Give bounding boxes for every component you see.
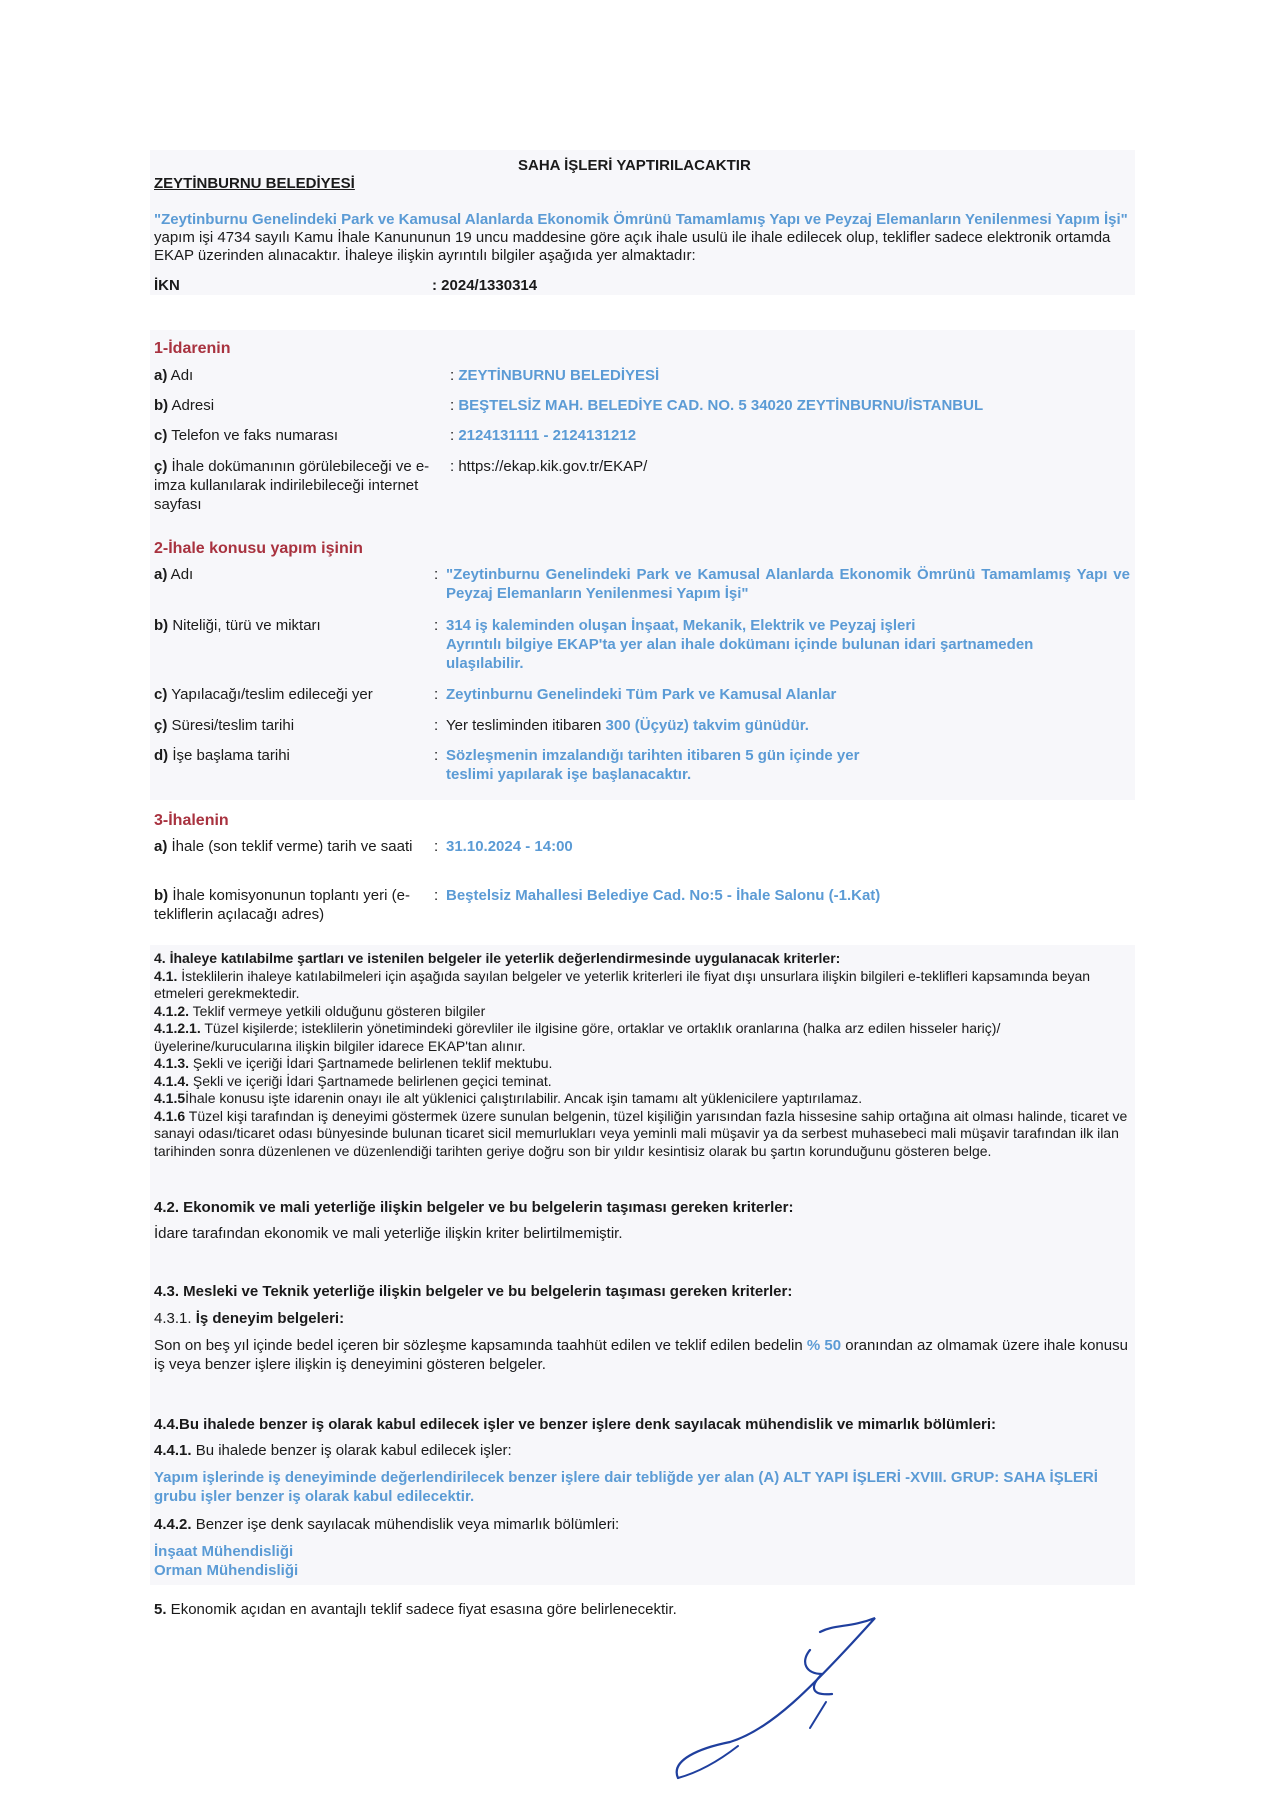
s4-item-4-1-6-text: Tüzel kişi tarafından iş deneyimi göstermek üzere sunulan belgenin, tüzel kişiliğin yarısından fazla hissesine sahip ortağına ait olması halinde, ticaret ve sanayi odası/ticaret odası bünyesinde bulunan ticaret sicil memurlukları veya yeminli mali müşavir ya da serbest muhasebeci mali müşavir tarafından ilk ilan tarihinden sonra düzenlenen ve düzenlendiği tarihten geriye doğru son bir yıldır kesintisiz olarak bu şartın korunduğunu gösteren belge. xyxy=(154,1107,1128,1159)
s2-row-nature-prefix: b) xyxy=(154,617,169,634)
ikn-label: İKN xyxy=(154,277,180,294)
s2-row-name-prefix: a) xyxy=(154,566,168,583)
s1-row-website-value[interactable]: https://ekap.kik.gov.tr/EKAP/ xyxy=(458,458,648,475)
s4-item-4-1-4 xyxy=(154,1073,1129,1091)
s2-row-name-label: Adı xyxy=(167,566,194,583)
s442-value-orman: Orman Mühendisliği xyxy=(154,1562,299,1579)
s2-row-start-value: Sözleşmenin imzalandığı tarihten itibaren 5 gün içinde yer teslimi yapılarak işe başlanacaktır. xyxy=(446,747,860,783)
intro-paragraph xyxy=(154,211,1129,265)
s1-row-website-prefix: ç) xyxy=(154,458,168,475)
s2-row-place-label: Yapılacağı/teslim edileceği yer xyxy=(167,686,373,703)
s2-row-start-prefix: d) xyxy=(154,747,169,764)
s3-row-place-label: İhale komisyonunun toplantı yeri (e-tekliflerin açılacağı adres) xyxy=(154,887,410,923)
section4-criteria xyxy=(154,950,1129,1160)
s1-row-phone-prefix: c) xyxy=(154,427,168,444)
intro-text: yapım işi 4734 sayılı Kamu İhale Kanununun 19 uncu maddesine göre açık ihale usulü ile ihale edilecek olup, teklifler sadece elektronik ortamda EKAP üzerinden alınacaktır. İhaleye ilişkin ayrıntılı bilgiler aşağıda yer almaktadır: xyxy=(154,229,1111,264)
s43-heading: 4.3. Mesleki ve Teknik yeterliğe ilişkin belgeler ve bu belgelerin taşıması gereken kriterler: xyxy=(154,1283,793,1300)
s3-row-date-label: İhale (son teklif verme) tarih ve saati xyxy=(167,838,413,855)
s4-item-4-1-2 xyxy=(154,1003,1129,1021)
s431-num: 4.3.1. xyxy=(154,1310,192,1327)
s1-row-website-label: İhale dokümanının görülebileceği ve e-imza kullanılarak indirilebileceği internet sayfası xyxy=(154,458,430,513)
s1-row-address-label: Adresi xyxy=(168,397,215,414)
s4-item-4-1-2-num: 4.1.2. xyxy=(154,1002,190,1019)
s4-item-4-1-text: İsteklilerin ihaleye katılabilmeleri için aşağıda sayılan belgeler ve yeterlik kriterleri ile fiyat dışı unsurlara ilişkin bilgileri e-teklifleri kapsamında beyan etmeleri gerekmektedir. xyxy=(154,967,1091,1001)
s2-row-nature-label: Niteliği, türü ve miktarı xyxy=(168,617,321,634)
s441-line xyxy=(154,1442,512,1460)
s4-item-4-1-6 xyxy=(154,1108,1129,1161)
s1-row-address-value: BEŞTELSİZ MAH. BELEDİYE CAD. NO. 5 34020 ZEYTİNBURNU/İSTANBUL xyxy=(458,397,984,414)
s431-post: oranından az olmamak üzere ihale konusu iş veya benzer işlere ilişkin iş deneyimini gösteren belgeler. xyxy=(154,1337,1128,1373)
s1-row-phone-label: Telefon ve faks numarası xyxy=(167,427,338,444)
s3-row-date-value: 31.10.2024 - 14:00 xyxy=(446,838,573,855)
s4-item-4-1-num: 4.1. xyxy=(154,967,178,984)
section1-heading: 1-İdarenin xyxy=(154,340,231,357)
s2-row-duration-num: 300 (Üçyüz) xyxy=(605,717,689,734)
s2-row-nature-value2: Ayrıntılı bilgiye EKAP'ta yer alan ihale dokümanı içinde bulunan idari şartnameden ulaşılabilir. xyxy=(446,636,1034,672)
s442-num: 4.4.2. xyxy=(154,1516,192,1533)
s4-item-4-1-2-1-num: 4.1.2.1. xyxy=(154,1020,201,1036)
s1-row-address-prefix: b) xyxy=(154,397,169,414)
s1-row-name-value: ZEYTİNBURNU BELEDİYESİ xyxy=(458,367,660,384)
s442-value-insaat: İnşaat Mühendisliği xyxy=(154,1543,294,1560)
s3-row-place-prefix: b) xyxy=(154,887,169,904)
s3-row-date-prefix: a) xyxy=(154,838,168,855)
s431-pre: Son on beş yıl içinde bedel içeren bir sözleşme kapsamında taahhüt edilen ve teklif edilen bedelin xyxy=(154,1337,807,1354)
s442-text: Benzer işe denk sayılacak mühendislik veya mimarlık bölümleri: xyxy=(191,1516,620,1533)
s442-line xyxy=(154,1516,619,1534)
s4-item-4-1-2-1-text: Tüzel kişilerde; isteklilerin yönetimindeki görevliler ile ilgisine göre, ortaklar ve ortaklık oranlarına (halka arz edilen hisseler hariç)/üyelerine/kurucularına ilişkin bilgiler idarece EKAP'tan alınır. xyxy=(154,1020,1001,1054)
s4-item-4-1-5 xyxy=(154,1090,1129,1108)
s4-item-4-1 xyxy=(154,968,1129,1003)
s4-item-4-1-3-num: 4.1.3. xyxy=(154,1055,190,1071)
s4-item-4-1-5-text: İhale konusu işte idarenin onayı ile alt yüklenici çalıştırılabilir. Ancak işin tamamı alt yüklenicilere yaptırılamaz. xyxy=(185,1090,863,1106)
s1-row-phone-value: 2124131111 - 2124131212 xyxy=(458,427,637,444)
s1-row-name-prefix: a) xyxy=(154,367,168,384)
s4-item-4-1-6-num: 4.1.6 xyxy=(154,1107,186,1124)
s431-pct: % 50 xyxy=(806,1337,842,1354)
signature-image xyxy=(660,1610,920,1790)
s2-row-start-label: İşe başlama tarihi xyxy=(168,747,290,764)
s431-text xyxy=(154,1336,1129,1374)
s431-title-line xyxy=(154,1310,344,1328)
section4-heading: 4. İhaleye katılabilme şartları ve istenilen belgeler ile yeterlik değerlendirmesinde uygulanacak kriterler: xyxy=(154,950,841,966)
s5-num: 5. xyxy=(154,1601,167,1618)
s2-row-duration-label: Süresi/teslim tarihi xyxy=(167,717,295,734)
s5-text: Ekonomik açıdan en avantajlı teklif sadece fiyat esasına göre belirlenecektir. xyxy=(166,1601,677,1618)
section3-heading: 3-İhalenin xyxy=(154,812,229,829)
s4-item-4-1-2-text: Teklif vermeye yetkili olduğunu gösteren bilgiler xyxy=(189,1002,486,1019)
s431-title: İş deneyim belgeleri: xyxy=(191,1310,345,1327)
s2-row-place-value: Zeytinburnu Genelindeki Tüm Park ve Kamusal Alanlar xyxy=(446,686,837,703)
s441-num: 4.4.1. xyxy=(154,1442,192,1459)
ikn-value: : 2024/1330314 xyxy=(432,277,538,294)
s2-row-nature-value: 314 iş kaleminden oluşan İnşaat, Mekanik, Elektrik ve Peyzaj işleri xyxy=(446,617,916,634)
s42-heading: 4.2. Ekonomik ve mali yeterliğe ilişkin belgeler ve bu belgelerin taşıması gereken kriterler: xyxy=(154,1199,794,1216)
org-name: ZEYTİNBURNU BELEDİYESİ xyxy=(154,175,355,192)
s441-text: Bu ihalede benzer iş olarak kabul edilecek işler: xyxy=(191,1442,512,1459)
s2-row-place-prefix: c) xyxy=(154,686,168,703)
s2-row-duration-prefix: ç) xyxy=(154,717,168,734)
s4-item-4-1-5-num: 4.1.5 xyxy=(154,1090,186,1106)
s44-heading: 4.4.Bu ihalede benzer iş olarak kabul edilecek işler ve benzer işlere denk sayılacak mühendislik ve mimarlık bölümleri: xyxy=(154,1416,997,1433)
s4-item-4-1-4-text: Şekli ve içeriği İdari Şartnamede belirlenen geçici teminat. xyxy=(189,1072,552,1089)
section2-heading: 2-İhale konusu yapım işinin xyxy=(154,540,363,557)
s4-item-4-1-2-1 xyxy=(154,1020,1129,1055)
section5 xyxy=(154,1601,677,1619)
s4-item-4-1-3-text: Şekli ve içeriği İdari Şartnamede belirlenen teklif mektubu. xyxy=(189,1055,553,1071)
s2-row-name-value: "Zeytinburnu Genelindeki Park ve Kamusal Alanlarda Ekonomik Ömrünü Tamamlamış Yapı ve Peyzaj Elemanların Yenilenmesi Yapım İşi" xyxy=(446,566,1130,602)
s3-row-place-value: Beştelsiz Mahallesi Belediye Cad. No:5 - İhale Salonu (-1.Kat) xyxy=(446,887,881,904)
s4-item-4-1-4-num: 4.1.4. xyxy=(154,1072,190,1089)
intro-title: "Zeytinburnu Genelindeki Park ve Kamusal Alanlarda Ekonomik Ömrünü Tamamlamış Yapı ve Peyzaj Elemanların Yenilenmesi Yapım İşi" xyxy=(154,211,1128,228)
s4-item-4-1-3 xyxy=(154,1055,1129,1073)
s441-value: Yapım işlerinde iş deneyiminde değerlendirilecek benzer işlere dair tebliğde yer alan (A) ALT YAPI İŞLERİ -XVIII. GRUP: SAHA İŞLERİ grubu işler benzer iş olarak kabul edilecektir. xyxy=(154,1469,1098,1505)
s42-text: İdare tarafından ekonomik ve mali yeterliğe ilişkin kriter belirtilmemiştir. xyxy=(154,1225,623,1242)
page-title: SAHA İŞLERİ YAPTIRILACAKTIR xyxy=(518,157,751,174)
s2-row-duration-post: takvim günüdür. xyxy=(688,717,809,734)
s2-row-duration-pre: Yer tesliminden itibaren xyxy=(446,717,606,734)
s1-row-name-label: Adı xyxy=(167,367,194,384)
s442-values xyxy=(154,1542,298,1580)
